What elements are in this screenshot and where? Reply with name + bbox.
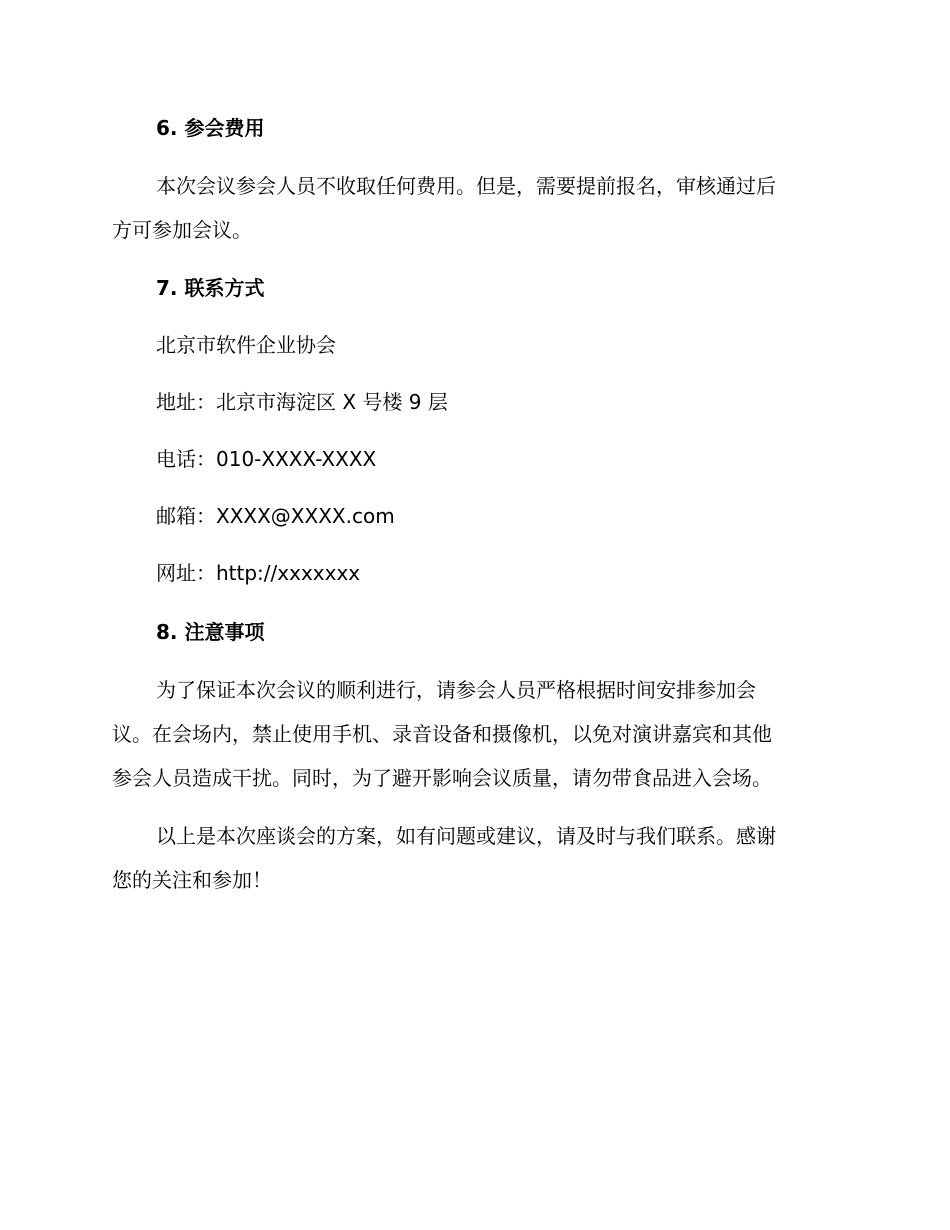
section-8-heading: 8. 注意事项 [156, 620, 265, 644]
section-6-heading: 6. 参会费用 [156, 116, 265, 140]
contact-email: 邮箱：XXXX@XXXX.com [156, 504, 395, 528]
contact-organization: 北京市软件企业协会 [156, 333, 336, 357]
closing-text-line-2: 您的关注和参加！ [112, 868, 272, 892]
section-8-text-line-2: 议。在会场内，禁止使用手机、录音设备和摄像机，以免对演讲嘉宾和其他 [112, 722, 772, 746]
section-8-text-line-1: 为了保证本次会议的顺利进行，请参会人员严格根据时间安排参加会 [156, 678, 756, 702]
section-6-text-line-2: 方可参加会议。 [112, 218, 252, 242]
closing-text-line-1: 以上是本次座谈会的方案，如有问题或建议，请及时与我们联系。感谢 [156, 824, 776, 848]
contact-website: 网址：http://xxxxxxx [156, 561, 361, 585]
section-7-heading: 7. 联系方式 [156, 276, 265, 300]
section-8-text-line-3: 参会人员造成干扰。同时，为了避开影响会议质量，请勿带食品进入会场。 [112, 766, 772, 790]
contact-phone: 电话：010-XXXX-XXXX [156, 447, 377, 471]
section-6-text-line-1: 本次会议参会人员不收取任何费用。但是，需要提前报名，审核通过后 [156, 174, 776, 198]
contact-address: 地址：北京市海淀区 X 号楼 9 层 [156, 390, 448, 414]
